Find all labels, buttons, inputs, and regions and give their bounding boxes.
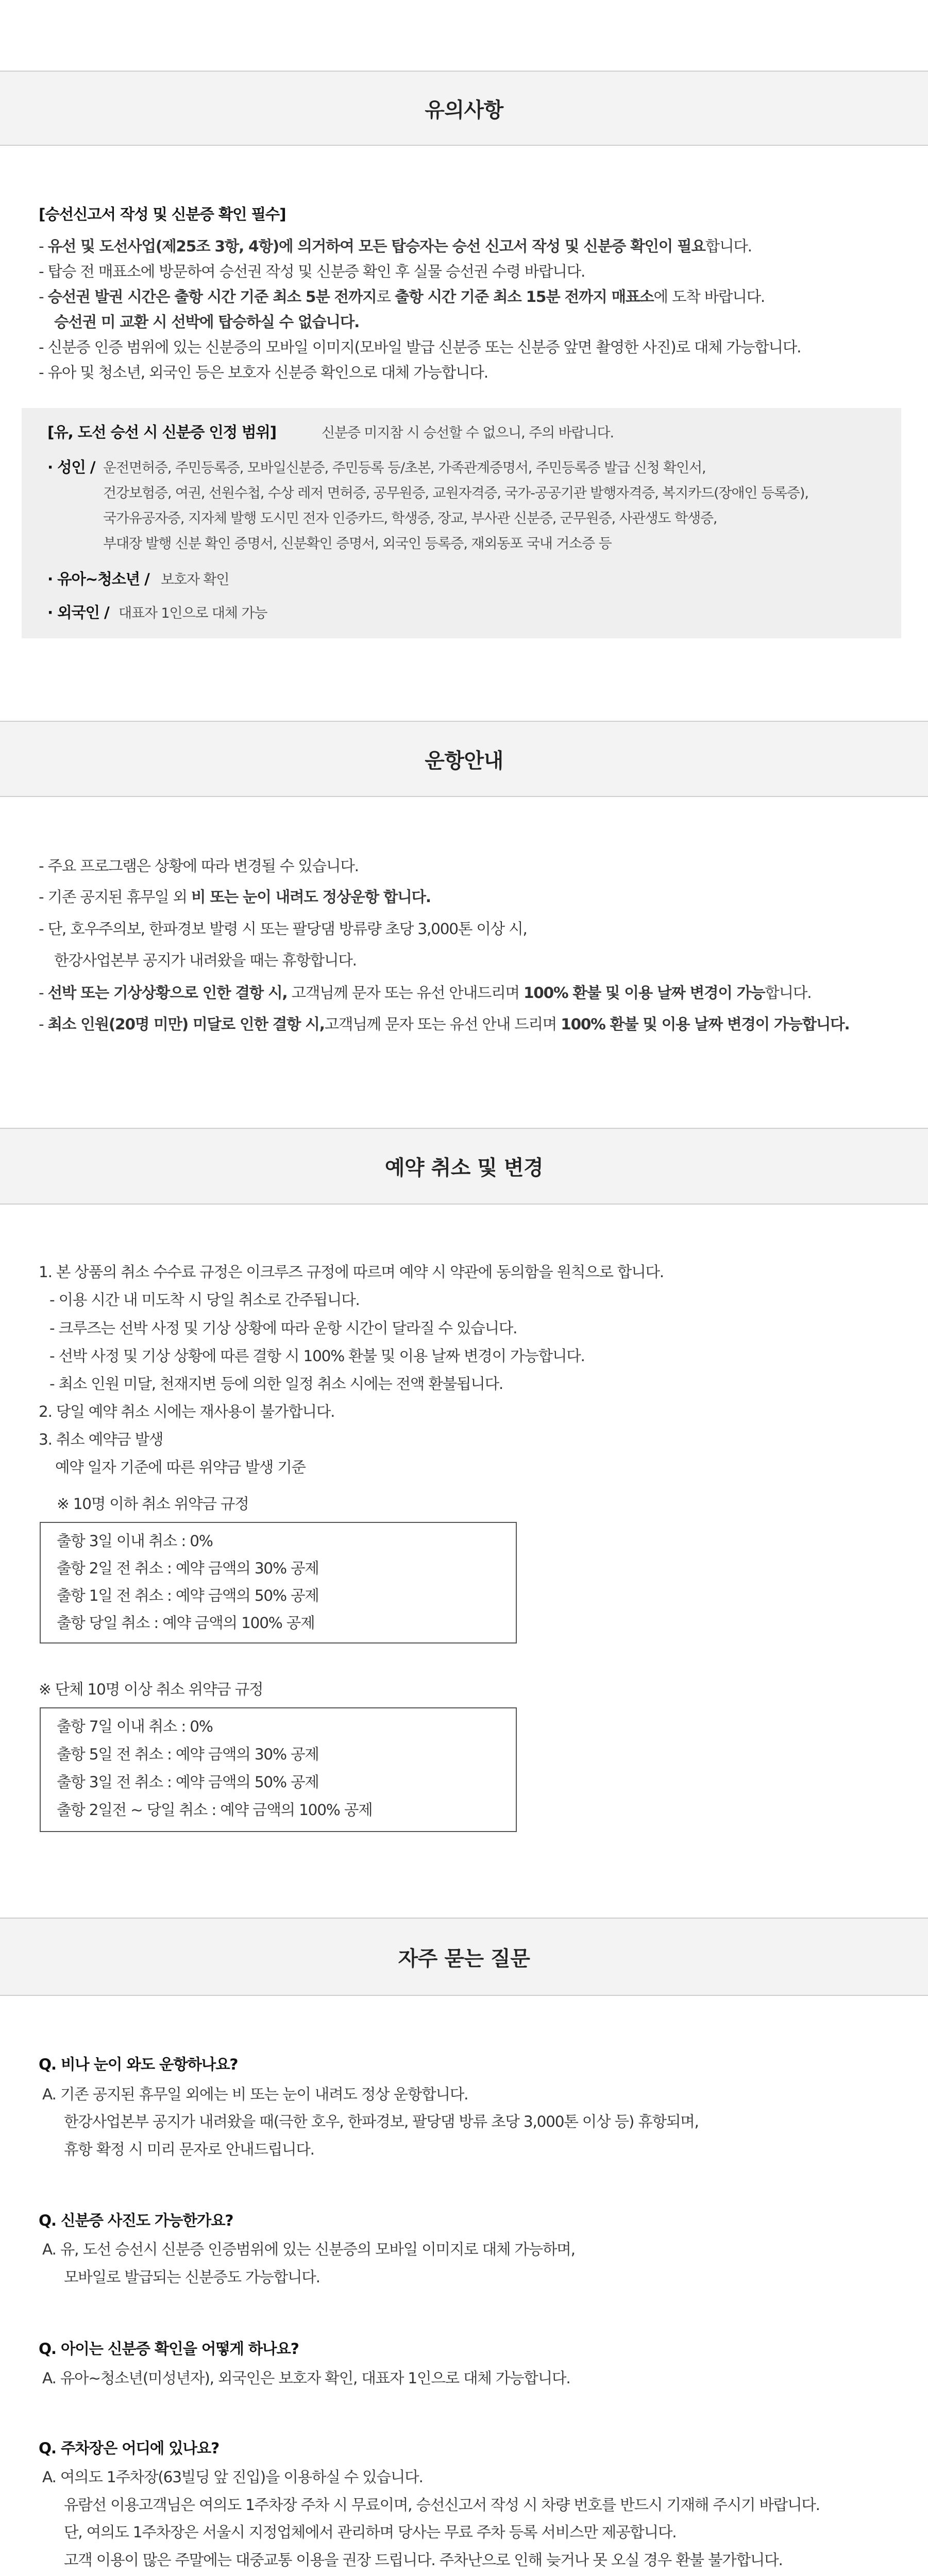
faq-answer-4-line-3: 단, 여의도 1주차장은 서울시 지정업체에서 관리하며 당사는 무료 주차 등록 서비스만 제공합니다. [64, 2523, 677, 2541]
operation-line-4: 한강사업본부 공지가 내려왔을 때는 휴항합니다. [54, 952, 357, 969]
cancel-line-6: 2. 당일 예약 취소 시에는 재사용이 불가합니다. [39, 1403, 335, 1420]
operation-title: 운항안내 [425, 749, 503, 773]
faq-answer-4-line-2: 유람선 이용고객님은 여의도 1주차장 주차 시 무료이며, 승선신고서 작성 시 차량 번호를 반드시 기재해 주시기 바랍니다. [64, 2496, 820, 2514]
faq-question-2: Q. 신분증 사진도 가능한가요? [39, 2212, 233, 2229]
rule1-item: 출항 1일 전 취소 : 예약 금액의 50% 공제 [57, 1587, 319, 1604]
youth-label: · 유아~청소년 / [47, 570, 149, 588]
rule1-item: 출항 당일 취소 : 예약 금액의 100% 공제 [57, 1614, 315, 1632]
foreigner-text: 대표자 1인으로 대체 가능 [119, 605, 267, 621]
operation-line-2: - 기존 공지된 휴무일 외 비 또는 눈이 내려도 정상운항 합니다. [39, 888, 431, 906]
adult-id-list-4: 부대장 발행 신분 확인 증명서, 신분확인 증명서, 외국인 등록증, 재외동포 국내 거소증 등 [103, 536, 612, 552]
cancel-title: 예약 취소 및 변경 [384, 1156, 544, 1180]
cancel-line-2: - 이용 시간 내 미도착 시 당일 취소로 간주됩니다. [49, 1291, 360, 1309]
adult-id-list-3: 국가유공자증, 지자체 발행 도시민 전자 인증카드, 학생증, 장교, 부사관 신분증, 군무원증, 사관생도 학생증, [103, 511, 717, 527]
cancel-line-8: 예약 일자 기준에 따른 위약금 발생 기준 [55, 1459, 306, 1476]
operation-line-1: - 주요 프로그램은 상황에 따라 변경될 수 있습니다. [39, 857, 359, 875]
notice-line-6: - 유아 및 청소년, 외국인 등은 보호자 신분증 확인으로 대체 가능합니다. [39, 364, 488, 381]
rule1-title: ※ 10명 이하 취소 위약금 규정 [57, 1495, 249, 1513]
id-check-required-heading: [승선신고서 작성 및 신분증 확인 필수] [39, 206, 286, 223]
faq-answer-1-line-1: A. 기존 공지된 휴무일 외에는 비 또는 눈이 내려도 정상 운항합니다. [42, 2086, 468, 2103]
operation-line-6: - 최소 인원(20명 미만) 미달로 인한 결항 시,고객님께 문자 또는 유선 안내 드리며 100% 환불 및 이용 날짜 변경이 가능합니다. [39, 1015, 850, 1033]
operation-section-header [0, 721, 928, 797]
id-range-note: 신분증 미지참 시 승선할 수 없으니, 주의 바랍니다. [322, 425, 614, 441]
faq-section-header [0, 1918, 928, 1996]
notice-line-3: - 승선권 발권 시간은 출항 시간 기준 최소 5분 전까지로 출항 시간 기준 최소 15분 전까지 매표소에 도착 바랍니다. [39, 288, 765, 306]
notice-line-5: - 신분증 인증 범위에 있는 신분증의 모바일 이미지(모바일 발급 신분증 또는 신분증 앞면 촬영한 사진)로 대체 가능합니다. [39, 338, 801, 356]
rule2-item: 출항 3일 전 취소 : 예약 금액의 50% 공제 [57, 1773, 319, 1791]
operation-line-3: - 단, 호우주의보, 한파경보 발령 시 또는 팔당댐 방류량 초당 3,000톤 이상 시, [39, 920, 527, 938]
faq-answer-1-line-2: 한강사업본부 공지가 내려왔을 때(극한 호우, 한파경보, 팔당댐 방류 초당 3,000톤 이상 등) 휴항되며, [64, 2113, 699, 2130]
faq-answer-3-line-1: A. 유아~청소년(미성년자), 외국인은 보호자 확인, 대표자 1인으로 대체 가능합니다. [42, 2369, 570, 2387]
faq-answer-2-line-1: A. 유, 도선 승선시 신분증 인증범위에 있는 신분증의 모바일 이미지로 대체 가능하며, [42, 2241, 575, 2258]
cancel-line-1: 1. 본 상품의 취소 수수료 규정은 이크루즈 규정에 따르며 예약 시 약관에 동의함을 원칙으로 합니다. [39, 1263, 664, 1281]
faq-question-4: Q. 주차장은 어디에 있나요? [39, 2439, 219, 2457]
rule1-item: 출항 3일 이내 취소 : 0% [57, 1532, 213, 1550]
notice-section-header [0, 71, 928, 146]
adult-id-list-1: 운전면허증, 주민등록증, 모바일신분증, 주민등록 등/초본, 가족관계증명서, 주민등록증 발급 신청 확인서, [103, 460, 706, 476]
adult-id-list-2: 건강보험증, 여권, 선원수첩, 수상 레저 면허증, 공무원증, 교원자격증, 국가-공공기관 발행자격증, 복지카드(장애인 등록증), [103, 485, 808, 501]
faq-question-3: Q. 아이는 신분증 확인을 어떻게 하나요? [39, 2340, 299, 2358]
faq-question-1: Q. 비나 눈이 와도 운항하나요? [39, 2056, 238, 2073]
cancel-line-7: 3. 취소 예약금 발생 [39, 1431, 163, 1448]
rule2-item: 출항 2일전 ~ 당일 취소 : 예약 금액의 100% 공제 [57, 1801, 373, 1819]
notice-line-2: - 탑승 전 매표소에 방문하여 승선권 작성 및 신분증 확인 후 실물 승선권 수령 바랍니다. [39, 263, 585, 280]
faq-answer-2-line-2: 모바일로 발급되는 신분증도 가능합니다. [64, 2268, 320, 2286]
rule2-item: 출항 5일 전 취소 : 예약 금액의 30% 공제 [57, 1745, 319, 1763]
notice-title: 유의사항 [425, 98, 503, 122]
cancel-section-header [0, 1128, 928, 1205]
operation-line-5: - 선박 또는 기상상황으로 인한 결항 시, 고객님께 문자 또는 유선 안내드리며 100% 환불 및 이용 날짜 변경이 가능합니다. [39, 984, 812, 1002]
notice-line-4: 승선권 미 교환 시 선박에 탑승하실 수 없습니다. [54, 313, 360, 331]
rule1-item: 출항 2일 전 취소 : 예약 금액의 30% 공제 [57, 1560, 319, 1577]
faq-answer-4-line-1: A. 여의도 1주차장(63빌딩 앞 진입)을 이용하실 수 있습니다. [42, 2468, 423, 2486]
notice-line-1: - 유선 및 도선사업(제25조 3항, 4항)에 의거하여 모든 탑승자는 승선 신고서 작성 및 신분증 확인이 필요합니다. [39, 238, 752, 255]
cancel-line-3: - 크루즈는 선박 사정 및 기상 상황에 따라 운항 시간이 달라질 수 있습니다. [49, 1319, 517, 1337]
faq-answer-1-line-3: 휴항 확정 시 미리 문자로 안내드립니다. [64, 2141, 314, 2158]
faq-answer-4-line-4: 고객 이용이 많은 주말에는 대중교통 이용을 권장 드립니다. 주차난으로 인해 늦거나 못 오실 경우 환불 불가합니다. [64, 2551, 783, 2569]
youth-text: 보호자 확인 [161, 572, 229, 588]
cancel-line-5: - 최소 인원 미달, 천재지변 등에 의한 일정 취소 시에는 전액 환불됩니다. [49, 1375, 503, 1393]
rule2-title: ※ 단체 10명 이상 취소 위약금 규정 [39, 1681, 263, 1698]
cancel-line-4: - 선박 사정 및 기상 상황에 따른 결항 시 100% 환불 및 이용 날짜 변경이 가능합니다. [49, 1347, 585, 1365]
id-range-heading: [유, 도선 승선 시 신분증 인정 범위] [47, 423, 276, 441]
faq-title: 자주 묻는 질문 [398, 1946, 530, 1971]
adult-label: · 성인 / [47, 459, 95, 476]
foreigner-label: · 외국인 / [47, 604, 109, 621]
rule2-item: 출항 7일 이내 취소 : 0% [57, 1718, 213, 1735]
